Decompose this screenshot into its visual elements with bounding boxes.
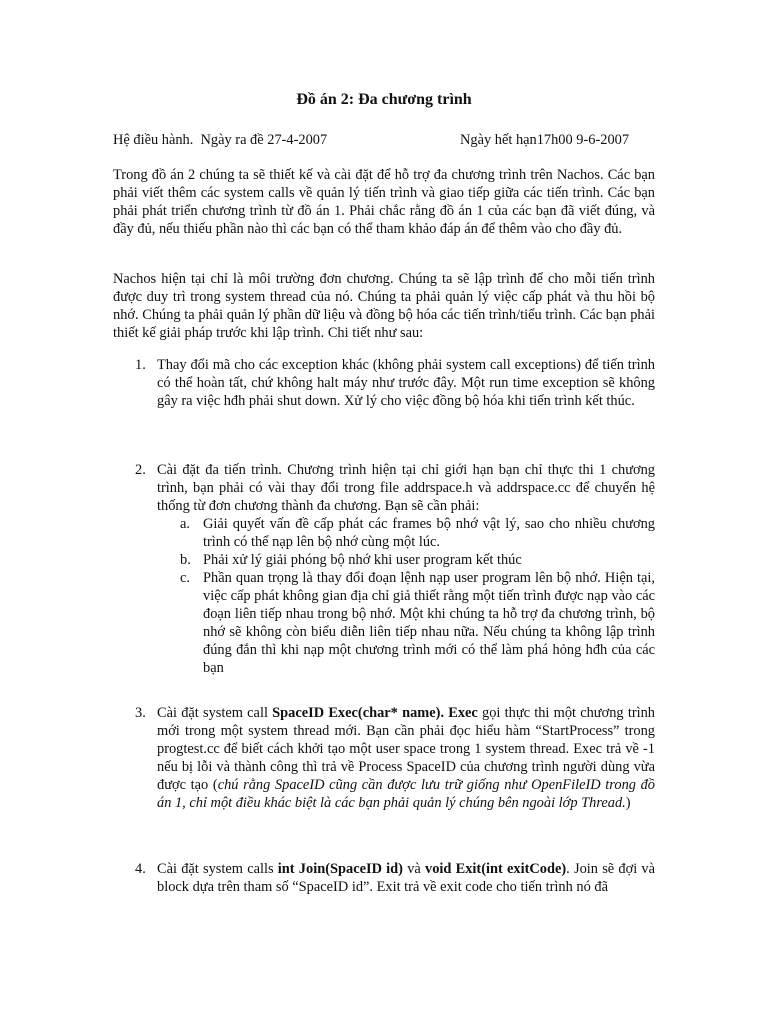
intro-paragraph: Trong đồ án 2 chúng ta sẽ thiết kế và cài đặt để hỗ trợ đa chương trình trên Nachos. Các bạn phải viết thêm các system calls về quản lý tiến trình và giao tiếp giữa các tiến trình. Các bạn phải phát triển chương trình từ đồ án 1. Phải chắc rằng đồ án 1 của các bạn đã viết đúng, và đầy đủ, nếu thiếu phần nào thì các bạn có thể tham khảo đáp án để thêm vào cho đầy đủ. bbox=[113, 167, 655, 237]
exec-keyword: Exec bbox=[444, 705, 478, 721]
item-number: 3. bbox=[135, 705, 146, 721]
document-title: Đồ án 2: Đa chương trình bbox=[296, 91, 472, 108]
item-text-part: gọi thực thi một chương trình mới trong một system thread mới. Bạn cần phải đọc hiểu hàm “StartProcess” trong progtest.cc để biết cách khởi tạo một user space trong 1 system thread. Exec trả về -1 nếu bị lỗi và thành công thì trả về Process SpaceID của chương trình người dùng vừa được tạo ( bbox=[157, 705, 655, 793]
sub-item bbox=[180, 569, 655, 677]
sub-item bbox=[180, 515, 655, 551]
item-text-part: ) bbox=[625, 795, 631, 811]
item-number: 2. bbox=[135, 462, 146, 478]
item-text: Thay đổi mã cho các exception khác (không phải system call exceptions) để tiến trình có thể hoàn tất, chứ không halt máy như trước đây. Một run time exception sẽ không gây ra việc hđh phải shut down. Xử lý cho việc đồng bộ hóa khi tiến trình kết thúc. bbox=[157, 357, 655, 409]
item-text: Cài đặt đa tiến trình. Chương trình hiện tại chỉ giới hạn bạn chỉ thực thi 1 chương trình, bạn phải có vài thay đổi trong file addrspace.h và addrspace.cc để chuyển hệ thống từ đơn chương thành đa chương. Bạn sẽ cần phải: bbox=[157, 462, 655, 514]
course-and-issue-date: Hệ điều hành. Ngày ra đề 27-4-2007 bbox=[113, 132, 328, 148]
list-item bbox=[113, 860, 655, 896]
exit-signature: void Exit(int exitCode) bbox=[425, 861, 567, 877]
list-item bbox=[113, 461, 655, 677]
item-text-part: Cài đặt system calls bbox=[157, 861, 278, 877]
sub-item-letter: c. bbox=[180, 570, 190, 586]
sub-item-text: Phần quan trọng là thay đổi đoạn lệnh nạp user program lên bộ nhớ. Hiện tại, việc cấp phát không gian địa chỉ giả thiết rằng một tiến trình được nạp vào các đoạn liên tiếp nhau trong bộ nhớ. Một khi chúng ta hỗ trợ đa chương trình, bộ nhớ sẽ không còn biểu diễn liên tiếp nhau nữa. Nếu chúng ta không lập trình đúng đắn thì khi nạp một chương trình mới có thể làm phá hỏng hđh của các bạn bbox=[203, 570, 655, 676]
sub-item-letter: b. bbox=[180, 552, 191, 568]
item-text-part: . Join sẽ đợi và block dựa trên tham số “SpaceID id”. Exit trả về exit code cho tiến trình nó đã bbox=[157, 861, 656, 895]
sub-item bbox=[180, 551, 655, 569]
sub-item-text: Phải xử lý giải phóng bộ nhớ khi user program kết thúc bbox=[203, 552, 522, 568]
join-signature: int Join(SpaceID id) bbox=[277, 861, 403, 877]
item-text-part: và bbox=[402, 861, 426, 877]
overview-paragraph: Nachos hiện tại chỉ là môi trường đơn chương. Chúng ta sẽ lập trình để cho mỗi tiến trình được duy trì trong system thread của nó. Chúng ta phải quản lý việc cấp phát và thu hồi bộ nhớ. Chúng ta phải quản lý phần dữ liệu và đồng bộ hóa các tiến trình/tiểu trình. Các bạn phải thiết kế giải pháp trước khi lập trình. Chi tiết như sau: bbox=[113, 271, 655, 341]
item-note: chú rằng SpaceID cũng cần được lưu trữ giống như OpenFileID trong đồ án 1, chỉ một điều khác biệt là các bạn phải quản lý chúng bên ngoài lớp Thread. bbox=[157, 777, 656, 811]
due-date: Ngày hết hạn17h00 9-6-2007 bbox=[460, 132, 630, 148]
item-text bbox=[157, 860, 655, 896]
list-item bbox=[113, 704, 655, 812]
list-item bbox=[113, 356, 655, 410]
item-text bbox=[157, 704, 655, 812]
item-text-block bbox=[157, 461, 655, 677]
sub-item-letter: a. bbox=[180, 516, 190, 532]
item-number: 1. bbox=[135, 357, 146, 373]
item-text-part: Cài đặt system call bbox=[157, 705, 273, 721]
exec-signature: SpaceID Exec(char* name). bbox=[272, 705, 445, 721]
item-number: 4. bbox=[135, 861, 146, 877]
sub-item-text: Giải quyết vấn đề cấp phát các frames bộ nhớ vật lý, sao cho nhiều chương trình có thể nạp lên bộ nhớ cùng một lúc. bbox=[203, 516, 655, 550]
